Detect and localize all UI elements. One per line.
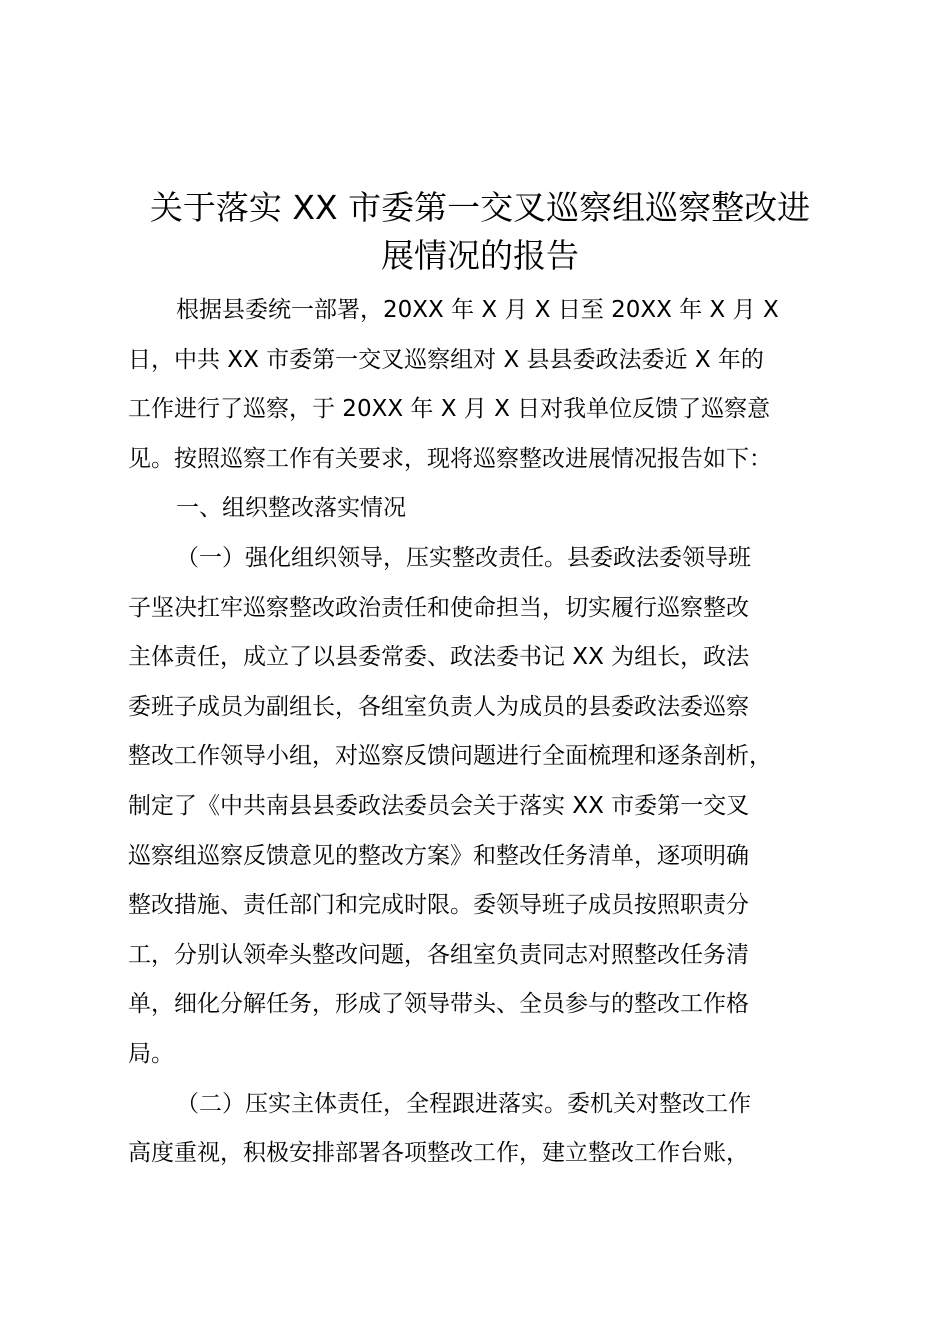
paragraph-line: 根据县委统一部署，20XX 年 X 月 X 日至 20XX 年 X 月 X: [176, 297, 779, 323]
paragraph-line: 工作进行了巡察，于 20XX 年 X 月 X 日对我单位反馈了巡察意: [128, 396, 771, 423]
paragraph-line: 制定了《中共南县县委政法委员会关于落实 XX 市委第一交叉: [128, 792, 750, 819]
section-heading: [128, 484, 840, 534]
paragraph-item-2: [128, 1080, 840, 1179]
paragraph-line: 局。: [128, 1040, 174, 1067]
paragraph-line: 委班子成员为副组长，各组室负责人为成员的县委政法委巡察: [128, 693, 749, 720]
paragraph-line: 整改工作领导小组，对巡察反馈问题进行全面梳理和逐条剖析，: [128, 743, 772, 770]
paragraph-line: 工，分别认领牵头整改问题，各组室负责同志对照整改任务清: [128, 941, 749, 968]
title-line-2: 展情况的报告: [381, 236, 579, 275]
document-body: [128, 286, 840, 1179]
paragraph-line: 整改措施、责任部门和完成时限。委领导班子成员按照职责分: [128, 892, 749, 919]
paragraph-line: 巡察组巡察反馈意见的整改方案》和整改任务清单，逐项明确: [128, 842, 749, 869]
paragraph-line: （一）强化组织领导，压实整改责任。县委政法委领导班: [176, 544, 751, 571]
document-title: [120, 184, 840, 280]
paragraph-line: 单，细化分解任务，形成了领导带头、全员参与的整改工作格: [128, 991, 749, 1018]
paragraph-line: 高度重视，积极安排部署各项整改工作，建立整改工作台账，: [128, 1140, 749, 1167]
paragraph-line: 主体责任，成立了以县委常委、政法委书记 XX 为组长，政法: [128, 644, 750, 671]
paragraph-line: 子坚决扛牢巡察整改政治责任和使命担当，切实履行巡察整改: [128, 594, 749, 621]
paragraph-line: （二）压实主体责任，全程跟进落实。委机关对整改工作: [176, 1090, 751, 1117]
paragraph-line: 见。按照巡察工作有关要求，现将巡察整改进展情况报告如下：: [128, 445, 772, 472]
title-line-1: 关于落实 XX 市委第一交叉巡察组巡察整改进: [149, 188, 811, 227]
paragraph-item-1: [128, 534, 840, 1080]
section-heading-text: 一、组织整改落实情况: [176, 495, 406, 522]
paragraph-line: 日，中共 XX 市委第一交叉巡察组对 X 县县委政法委近 X 年的: [128, 346, 764, 373]
paragraph-intro: [128, 286, 840, 484]
